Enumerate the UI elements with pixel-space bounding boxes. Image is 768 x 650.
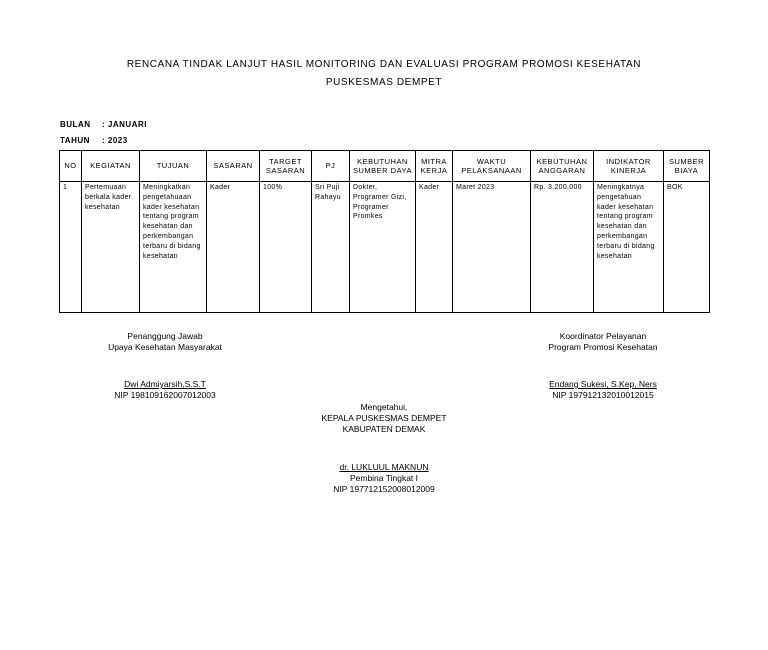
table-header-row [60, 151, 710, 182]
header-waktu: WAKTU PELAKSANAAN [453, 151, 531, 182]
signature-left-name: Dwi Admiyarsih,S.S.T [124, 379, 206, 389]
action-plan-table [59, 150, 710, 313]
signature-left-role1: Penanggung Jawab [127, 331, 203, 341]
signature-left-role2: Upaya Kesehatan Masyarakat [108, 342, 222, 352]
signature-right-nip: NIP 197912132010012015 [552, 390, 654, 400]
header-pj: PJ [312, 151, 350, 182]
cell-sasaran: Kader [207, 182, 260, 313]
signature-left-role [80, 331, 250, 353]
bulan-value: : JANUARI [102, 120, 147, 129]
meta-tahun [60, 136, 128, 145]
header-target: TARGET SASARAN [260, 151, 312, 182]
header-indikator: INDIKATOR KINERJA [594, 151, 664, 182]
cell-mitra: Kader [416, 182, 453, 313]
signature-right-role1: Koordinator Pelayanan [559, 331, 647, 341]
document-subtitle: PUSKESMAS DEMPET [325, 77, 443, 88]
tahun-value: : 2023 [102, 136, 128, 145]
signature-right-name-block [518, 379, 688, 401]
header-kegiatan: KEGIATAN [82, 151, 140, 182]
header-mitra: MITRA KERJA [416, 151, 453, 182]
signature-left-nip: NIP 198109162007012003 [114, 390, 216, 400]
header-kebutuhan-sd: KEBUTUHAN SUMBER DAYA [350, 151, 416, 182]
bulan-label: BULAN [60, 120, 91, 129]
cell-kebutuhan-sd: Dokter, Programer Gizi, Programer Promkes [350, 182, 416, 313]
signature-right-role2: Program Promosi Kesehatan [548, 342, 658, 352]
header-no: NO [60, 151, 82, 182]
cell-kegiatan: Pertemuaan berkala kader kesehatan [82, 182, 140, 313]
cell-target: 100% [260, 182, 312, 313]
cell-no: 1 [60, 182, 82, 313]
cell-pj: Sri Puji Rahayu [312, 182, 350, 313]
header-tujuan: TUJUAN [140, 151, 207, 182]
cell-waktu: Maret 2023 [453, 182, 531, 313]
signature-right-role [518, 331, 688, 353]
signature-left-name-block [80, 379, 250, 401]
meta-bulan [60, 120, 147, 129]
signature-center-line3: KABUPATEN DEMAK [342, 424, 426, 434]
signature-center-line1: Mengetahui, [360, 402, 408, 412]
header-biaya: SUMBER BIAYA [664, 151, 710, 182]
signature-center-name-block [284, 462, 484, 495]
cell-anggaran: Rp. 3.200.000 [531, 182, 594, 313]
header-sasaran: SASARAN [207, 151, 260, 182]
signature-center-nip: NIP 197712152008012009 [333, 484, 435, 494]
table-row [60, 182, 710, 313]
cell-biaya: BOK [664, 182, 710, 313]
header-anggaran: KEBUTUHAN ANGGARAN [531, 151, 594, 182]
signature-center-rank: Pembina Tingkat I [349, 473, 419, 483]
signature-center-role [284, 402, 484, 435]
cell-tujuan: Meningkatkan pengetahuaan kader kesehatan tentang program kesehatan dan perkembangan terbaru di bidang kesehatan [140, 182, 207, 313]
signature-center-name: dr. LUKLUUL MAKNUN [339, 462, 429, 472]
tahun-label: TAHUN [60, 136, 90, 145]
signature-center-line2: KEPALA PUSKESMAS DEMPET [321, 413, 447, 423]
document-title: RENCANA TINDAK LANJUT HASIL MONITORING DAN EVALUASI PROGRAM PROMOSI KESEHATAN [126, 59, 642, 70]
signature-right-name: Endang Sukesi, S.Kep, Ners [549, 379, 657, 389]
cell-indikator: Meningkatnya pengetahuan kader kesehatan tentang program kesehatan dan perkembangan terbaru di bidang kesehatan [594, 182, 664, 313]
